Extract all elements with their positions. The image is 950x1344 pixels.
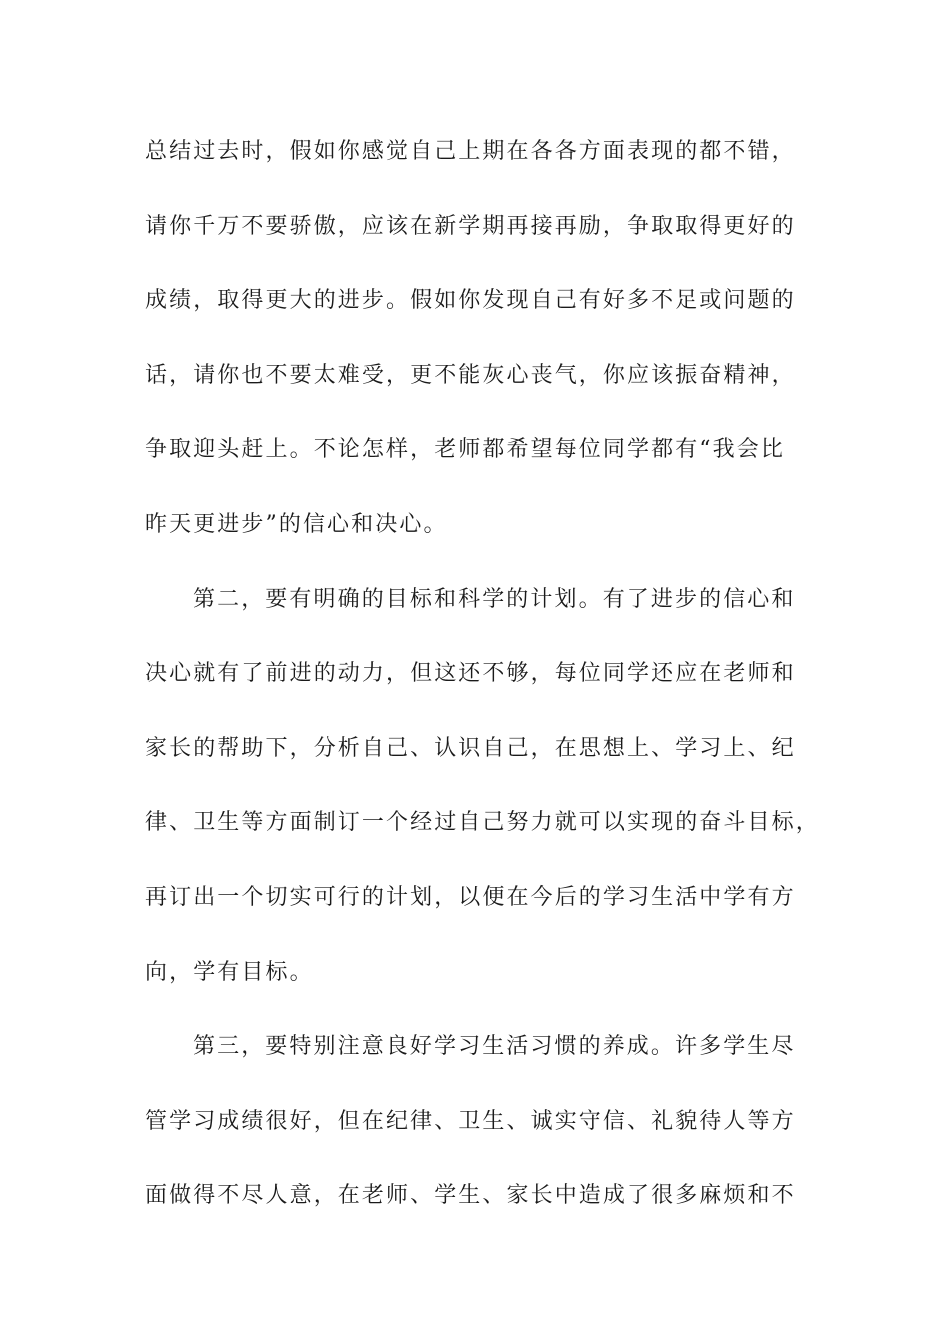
text-line: 成绩，取得更大的进步。假如你发现自己有好多不足或问题的 bbox=[145, 288, 796, 314]
text-line: 管学习成绩很好，但在纪律、卫生、诚实守信、礼貌待人等方 bbox=[145, 1108, 796, 1134]
text-line: 决心就有了前进的动力，但这还不够，每位同学还应在老师和 bbox=[145, 661, 796, 687]
text-line: 向，学有目标。 bbox=[145, 959, 314, 985]
text-line: 昨天更进步”的信心和决心。 bbox=[145, 511, 448, 537]
text-line: 面做得不尽人意，在老师、学生、家长中造成了很多麻烦和不 bbox=[145, 1183, 796, 1209]
text-line: 话，请你也不要太难受，更不能灰心丧气，你应该振奋精神， bbox=[145, 362, 796, 388]
text-line: 争取迎头赶上。不论怎样，老师都希望每位同学都有“我会比 bbox=[145, 437, 785, 463]
text-line: 总结过去时，假如你感觉自己上期在各各方面表现的都不错， bbox=[145, 139, 796, 164]
paragraph-start-line: 第三，要特别注意良好学习生活习惯的养成。许多学生尽 bbox=[193, 1034, 796, 1060]
text-line: 律、卫生等方面制订一个经过自己努力就可以实现的奋斗目标， bbox=[145, 810, 820, 836]
text-line: 请你千万不要骄傲，应该在新学期再接再励，争取取得更好的 bbox=[145, 213, 796, 239]
text-line: 家长的帮助下，分析自己、认识自己，在思想上、学习上、纪 bbox=[145, 735, 796, 761]
paragraph-start-line: 第二，要有明确的目标和科学的计划。有了进步的信心和 bbox=[193, 586, 796, 612]
text-line: 再订出一个切实可行的计划，以便在今后的学习生活中学有方 bbox=[145, 884, 796, 910]
body-text bbox=[145, 126, 825, 1245]
